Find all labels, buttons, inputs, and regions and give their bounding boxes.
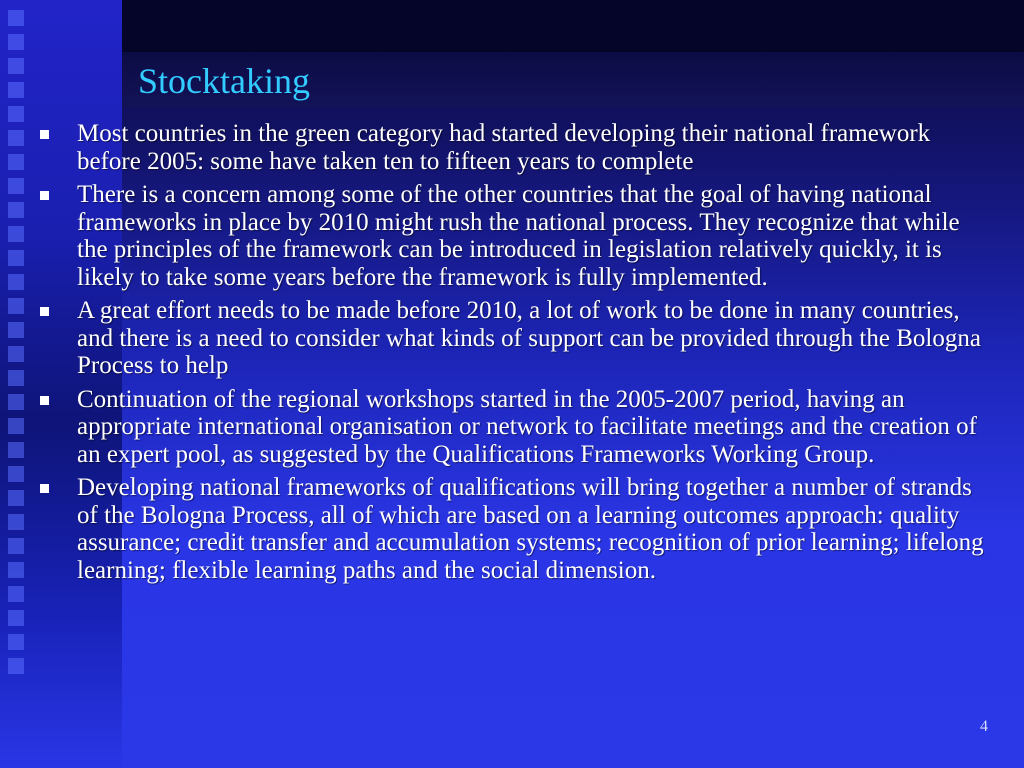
bullet-item xyxy=(40,297,990,380)
bullet-item xyxy=(40,181,990,291)
bullet-text: There is a concern among some of the other countries that the goal of having national frameworks in place by 2010 might rush the national process. They recognize that while the principles of the framework can be introduced in legislation relatively quickly, it is likely to take some years before the framework is fully implemented. xyxy=(77,181,960,291)
bullet-text: Developing national frameworks of qualifications will bring together a number of strands of the Bologna Process, all of which are based on a learning outcomes approach: quality assurance; credit transfer and accumulation systems; recognition of prior learning; lifelong learning; flexible learning paths and the social dimension. xyxy=(77,474,984,584)
slide-title: Stocktaking xyxy=(138,61,310,101)
square-bullet-icon xyxy=(40,191,49,200)
decorative-squares xyxy=(8,10,38,682)
bullet-item xyxy=(40,386,990,469)
top-band xyxy=(122,0,1024,52)
bullet-text: Continuation of the regional workshops started in the 2005-2007 period, having an appropriate international organisation or network to facilitate meetings and the creation of an expert pool, as suggested by the Qualifications Frameworks Working Group. xyxy=(77,385,977,468)
square-bullet-icon xyxy=(40,396,49,405)
bullet-list xyxy=(40,120,990,590)
bullet-text: Most countries in the green category had started developing their national framework before 2005: some have taken ten to fifteen years to complete xyxy=(77,120,931,175)
bullet-item xyxy=(40,474,990,584)
square-bullet-icon xyxy=(40,484,49,493)
square-bullet-icon xyxy=(40,130,49,139)
bullet-text: A great effort needs to be made before 2010, a lot of work to be done in many countries, and there is a need to consider what kinds of support can be provided through the Bologna Process to help xyxy=(77,297,981,379)
bullet-item xyxy=(40,120,990,175)
square-bullet-icon xyxy=(40,307,49,316)
page-number: 4 xyxy=(980,718,988,735)
